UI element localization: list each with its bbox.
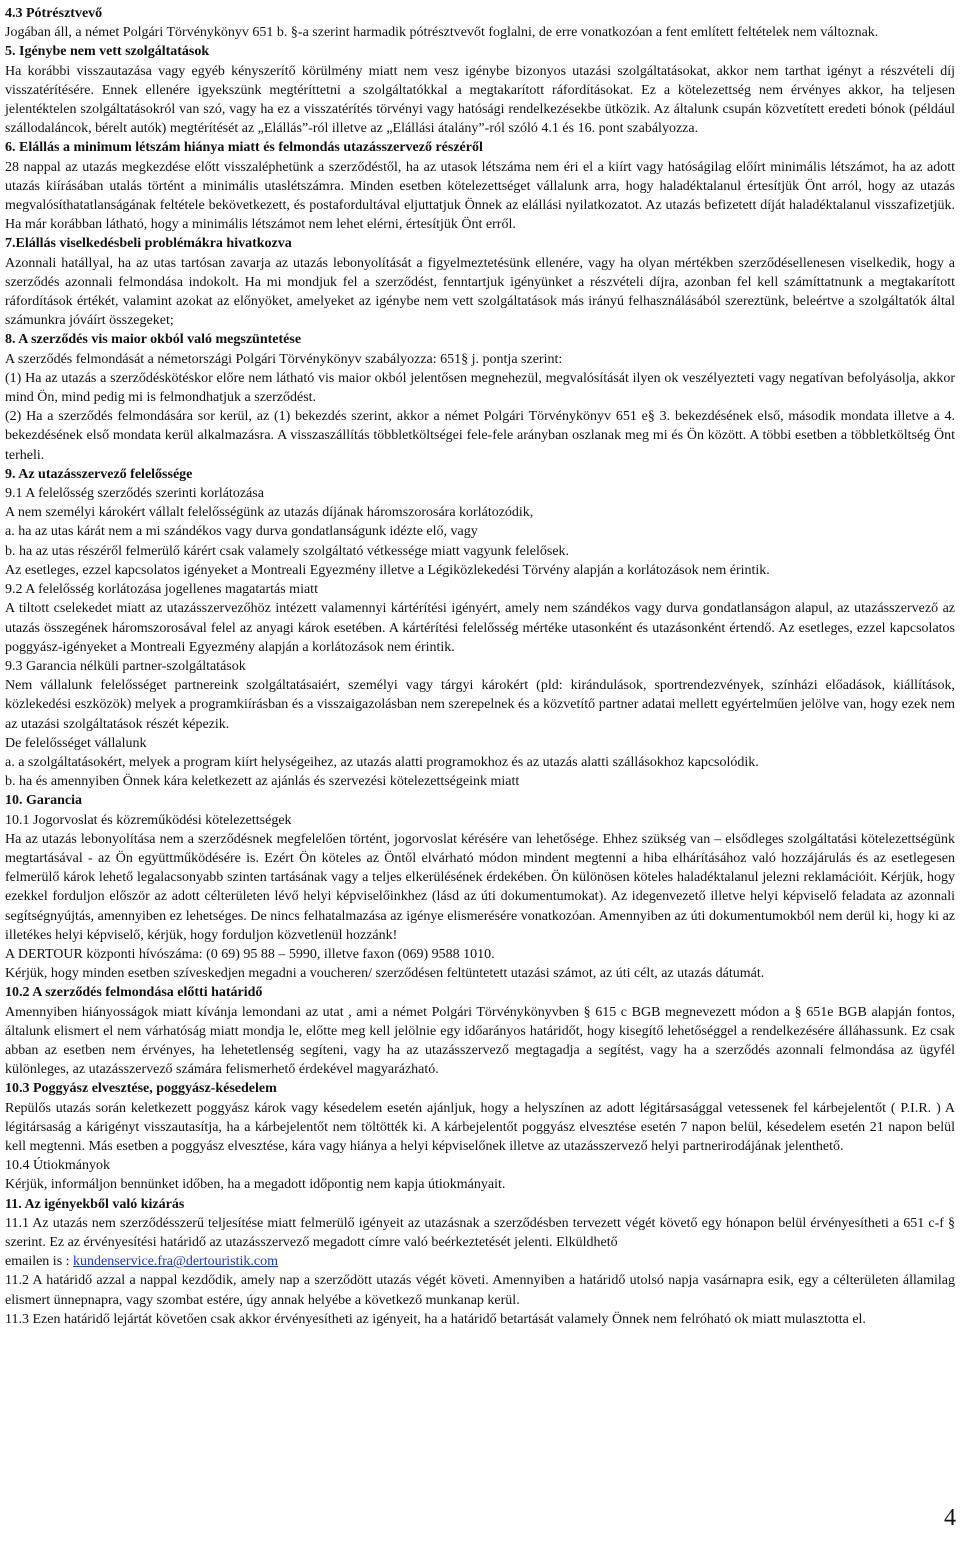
paragraph: 10.1 Jogorvoslat és közreműködési kötelezettségek: [5, 812, 292, 828]
section-heading: 6. Elállás a minimum létszám hiánya miatt és felmondás utazásszervező részéről: [5, 140, 483, 156]
paragraph: b. ha az utas részéről felmerülő kárért csak valamely szolgáltató vétkessége miatt vagyunk felelősek.: [5, 543, 570, 559]
paragraph: A DERTOUR központi hívószáma: (0 69) 95 88 – 5990, illetve faxon (069) 9588 1010.: [5, 946, 495, 962]
paragraph: Repülős utazás során keletkezett poggyász károk vagy késedelem esetén ajánljuk, hogy a helyszínen az adott légitársasággal vetessenek fel kárbejelentőt ( P.I.R. ) A légitársaság a kárigényt visszautasítja, ha a kárbejelentőt nem töltötték ki. A kárbejelentőt poggyász elvesztése esetén 7 napon belül, késedelem esetén 21 napon belül kell megtenni. Más esetben a poggyász elvesztése, kára vagy hiánya a helyi képviselőnek illetve az utazásszervező helyi partnerirodájának jelenthető.: [5, 1100, 955, 1154]
paragraph: De felelősséget vállalunk: [5, 735, 147, 751]
paragraph: A szerződés felmondását a németországi Polgári Törvénykönyv szabályozza: 651§ j. pontja szerint:: [5, 351, 563, 367]
paragraph: Azonnali hatállyal, ha az utas tartósan zavarja az utazás lebonyolítását a figyelmeztetésünk ellenére, vagy ha olyan mértékben szerződésellenesen viselkedik, hogy a szerződés azonnali felmondása indokolt. Ha mi mondjuk fel a szerződést, fenntartjuk igényünket a részvételi díjra, azonban fel kell számíttatnunk a megtakarított ráfordítások értékét, valamint azokat az előnyöket, amelyeket az igénybe nem vett szolgáltatások más irányú felhasználásából szereztünk, beleértve a szolgáltatók által számunkra jóváírt összegeket;: [5, 255, 955, 329]
paragraph: 10.4 Útiokmányok: [5, 1158, 110, 1174]
section-heading: 10.2 A szerződés felmondása előtti határidő: [5, 985, 263, 1001]
paragraph: Kérjük, informáljon bennünket időben, ha a megadott időpontig nem kapja útiokmányait.: [5, 1177, 506, 1193]
paragraph: Az esetleges, ezzel kapcsolatos igényeket a Montreali Egyezmény illetve a Légiközlekedési Törvény alapján a korlátozások nem érintik.: [5, 562, 770, 578]
paragraph: Kérjük, hogy minden esetben szíveskedjen megadni a voucheren/ szerződésen feltüntetett utazási számot, az úti célt, az utazás dátumát.: [5, 966, 765, 982]
paragraph: A tiltott cselekedet miatt az utazásszervezőhöz intézett valamennyi kártérítési igényért, amely nem szándékos vagy durva gondatlanságon alapul, az utazásszervező az utazás összegének háromszorosával felel az anyagi károk esetében. A kártérítési felelősség mértéke utasonként és utazásonként értendő. Az esetleges, ezzel kapcsolatos poggyász-igényeket a Montreali Egyezmény alapján a korlátozások nem érintik.: [5, 601, 955, 655]
paragraph: 11.1 Az utazás nem szerződésszerű teljesítése miatt felmerülő igényeit az utazásnak a szerződésben tervezett végét követő egy hónapon belül érvényesítheti a 651 c-f § szerint. Ez az érvényesítési határidő az utazásszervező megadott címre való beérkeztetését jelenti. Elküldhető: [5, 1215, 955, 1250]
paragraph: b. ha és amennyiben Önnek kára keletkezett az ajánlás és szervezési kötelezettségeink miatt: [5, 774, 520, 790]
section-heading: 7.Elállás viselkedésbeli problémákra hivatkozva: [5, 236, 292, 252]
section-heading: 9. Az utazásszervező felelőssége: [5, 466, 193, 482]
page-number: 4: [944, 1505, 956, 1531]
paragraph: 28 nappal az utazás megkezdése előtt visszaléphetünk a szerződéstől, ha az utasok létszáma nem éri el a kiírt vagy hatóságilag előírt minimális létszámot, ha az adott utazás kiírásában utalás történt a minimális utaslétszámra. Minden esetben kötelezettséget vállalunk arra, hogy haladéktalanul értesítjük Önt arról, hogy az utazás megvalósíthatatlanságának feltétele bekövetkezett, és postafordultával eljuttatjuk Önnek az elállási nyilatkozatot. Az utazás befizetett díját haladéktalanul visszafizetjük. Ha már korábban látható, hogy a minimális létszámot nem lehet elérni, értesítjük Önt erről.: [5, 159, 955, 233]
paragraph: a. ha az utas kárát nem a mi szándékos vagy durva gondatlanságunk idézte elő, vagy: [5, 524, 478, 540]
email-prefix: emailen is :: [5, 1254, 74, 1270]
paragraph: A nem személyi károkért vállalt felelősségünk az utazás díjának háromszorosára korlátozódik,: [5, 505, 534, 521]
paragraph: Ha korábbi visszautazása vagy egyéb kényszerítő körülmény miatt nem vesz igénybe bizonyos utazási szolgáltatásokat, akkor nem tarthat igényt a részvételi díj visszatérítésére. Ennek ellenére igyekszünk megtéríttetni a szolgáltatókkal a megtakarított ráfordításokat. Ez a kötelezettség nem érvényes akkor, ha teljesen jelentéktelen szolgáltatásokról van szó, vagy ha ez a visszatérítés törvényi vagy hatósági rendelkezésekbe ütközik. Az általunk csupán közvetített eredeti bónok (például szállodaláncok, bérelt autók) megtérítését az „Elállás”-ról illetve az „Elállási átalány”-ról szóló 4.1 és 16. pont szabályozza.: [5, 63, 955, 137]
paragraph: 9.2 A felelősség korlátozása jogellenes magatartás miatt: [5, 582, 318, 598]
section-heading: 8. A szerződés vis maior okból való megszüntetése: [5, 332, 302, 348]
paragraph: a. a szolgáltatásokért, melyek a program kiírt helységeihez, az utazás alatti programokhoz és az utazás alatti szállásokhoz kapcsolódik.: [5, 754, 759, 770]
email-link[interactable]: kundenservice.fra@dertouristik.com: [73, 1254, 278, 1270]
paragraph: Jogában áll, a német Polgári Törvénykönyv 651 b. §-a szerint harmadik pótrésztvevőt foglalni, de erre vonatkozóan a fent említett feltételek nem változnak.: [5, 25, 879, 41]
paragraph: 11.2 A határidő azzal a nappal kezdődik, amely nap a szerződött utazás végét követi. Amennyiben a határidő utolsó napja vasárnapra esik, egy a célterületen államilag elismert ünnepnapra, vagy szombat estére, úgy annak helyébe a következő munkanap kerül.: [5, 1273, 955, 1308]
paragraph: Amennyiben hiányosságok miatt kívánja lemondani az utat , ami a német Polgári Törvénykönyvben § 615 c BGB megnevezett módon a § 651e BGB alapján fontos, általunk elismert el nem várhatóság miatt mondja le, előtte meg kell jelölnie egy időarányos határidőt, hogy kisegítő lehetőséggel a rendelkezésére álláhassunk. Ez csak abban az esetben nem érvényes, ha lehetetlenség segíteni, vagy ha az utazásszervező megtagadja a segítést, vagy ha a szerződés azonnali felmondása az ügyfél különleges, az utazásszervező számára felismerhető érdekével magyarázható.: [5, 1004, 955, 1078]
paragraph: 9.1 A felelősség szerződés szerinti korlátozása: [5, 486, 264, 502]
paragraph: 9.3 Garancia nélküli partner-szolgáltatások: [5, 658, 246, 674]
section-heading: 10.3 Poggyász elvesztése, poggyász-késedelem: [5, 1081, 277, 1097]
section-heading: 11. Az igényekből való kizárás: [5, 1196, 185, 1212]
paragraph: (1) Ha az utazás a szerződéskötéskor előre nem látható vis maior okból jelentősen megnehezül, megvalósítását ilyen ok veszélyezteti vagy negatívan befolyásolja, akkor mind Ön, mind pedig mi is felmondhatjuk a szerződést.: [5, 370, 955, 406]
paragraph: 11.3 Ezen határidő lejártát követően csak akkor érvényesítheti az igényeit, ha a határidő betartását valamely Önnek nem felróható ok miatt mulasztotta el.: [5, 1311, 866, 1327]
email-line: [5, 1252, 955, 1271]
paragraph: Nem vállalunk felelősséget partnereink szolgáltatásaiért, személyi vagy tárgyi károkért (pld: kirándulások, sportrendezvények, színházi előadások, kiállítások, közlekedési eszközök) melyek a programkiírásban és a visszaigazolásban nem szerepelnek és a közvetítő partner adatai mellett egyértelműen jelölve van, hogy ezek nem az utazási szolgáltatások részét képezik.: [5, 678, 955, 732]
section-heading: 4.3 Pótrésztvevő: [5, 6, 103, 21]
section-heading: 5. Igénybe nem vett szolgáltatások: [5, 44, 210, 60]
paragraph: Ha az utazás lebonyolítása nem a szerződésnek megfelelően történt, jogorvoslat kérésére van lehetősége. Ehhez szükség van – elsődleges szolgáltatási kötelezettségünk megtartásával - az Ön együttműködésére is. Ezért Ön köteles az Öntől elvárható módon mindent megtenni a hiba elhárításához való hozzájárulás és az esetlegesen felmerülő károk lehető legalacsonyabb szinten tartásának vagy a teljes elkerülésének érdekében. Ön különösen köteles haladéktalanul jelezni reklamációit. Kérjük, hogy ezekkel forduljon először az adott célterületen lévő helyi képviselőinkhez (lásd az úti dokumentumokat). Az idegenvezető illetve helyi képviselő feladata az azonnali segítségnyújtás, amennyiben ez lehetséges. De nincs felhatalmazása az igénye elismerésére vonatkozóan. Amennyiben az úti dokumentumokból nem derül ki, hogy ki az illetékes helyi képviselő, kérjük, hogy forduljon közvetlenül hozzánk!: [5, 831, 955, 943]
document-body: [5, 4, 955, 1329]
section-heading: 10. Garancia: [5, 793, 82, 809]
paragraph: (2) Ha a szerződés felmondására sor kerül, az (1) bekezdés szerint, akkor a német Polgári Törvénykönyv 651 e§ 3. bekezdésének első, második mondata illetve a 4. bekezdésének első mondata kerül alkalmazásra. A visszaszállítás többletköltségei fele-fele arányban oszlanak meg mi és Ön között. A többi esetben a többletköltség Önt terheli.: [5, 409, 955, 463]
